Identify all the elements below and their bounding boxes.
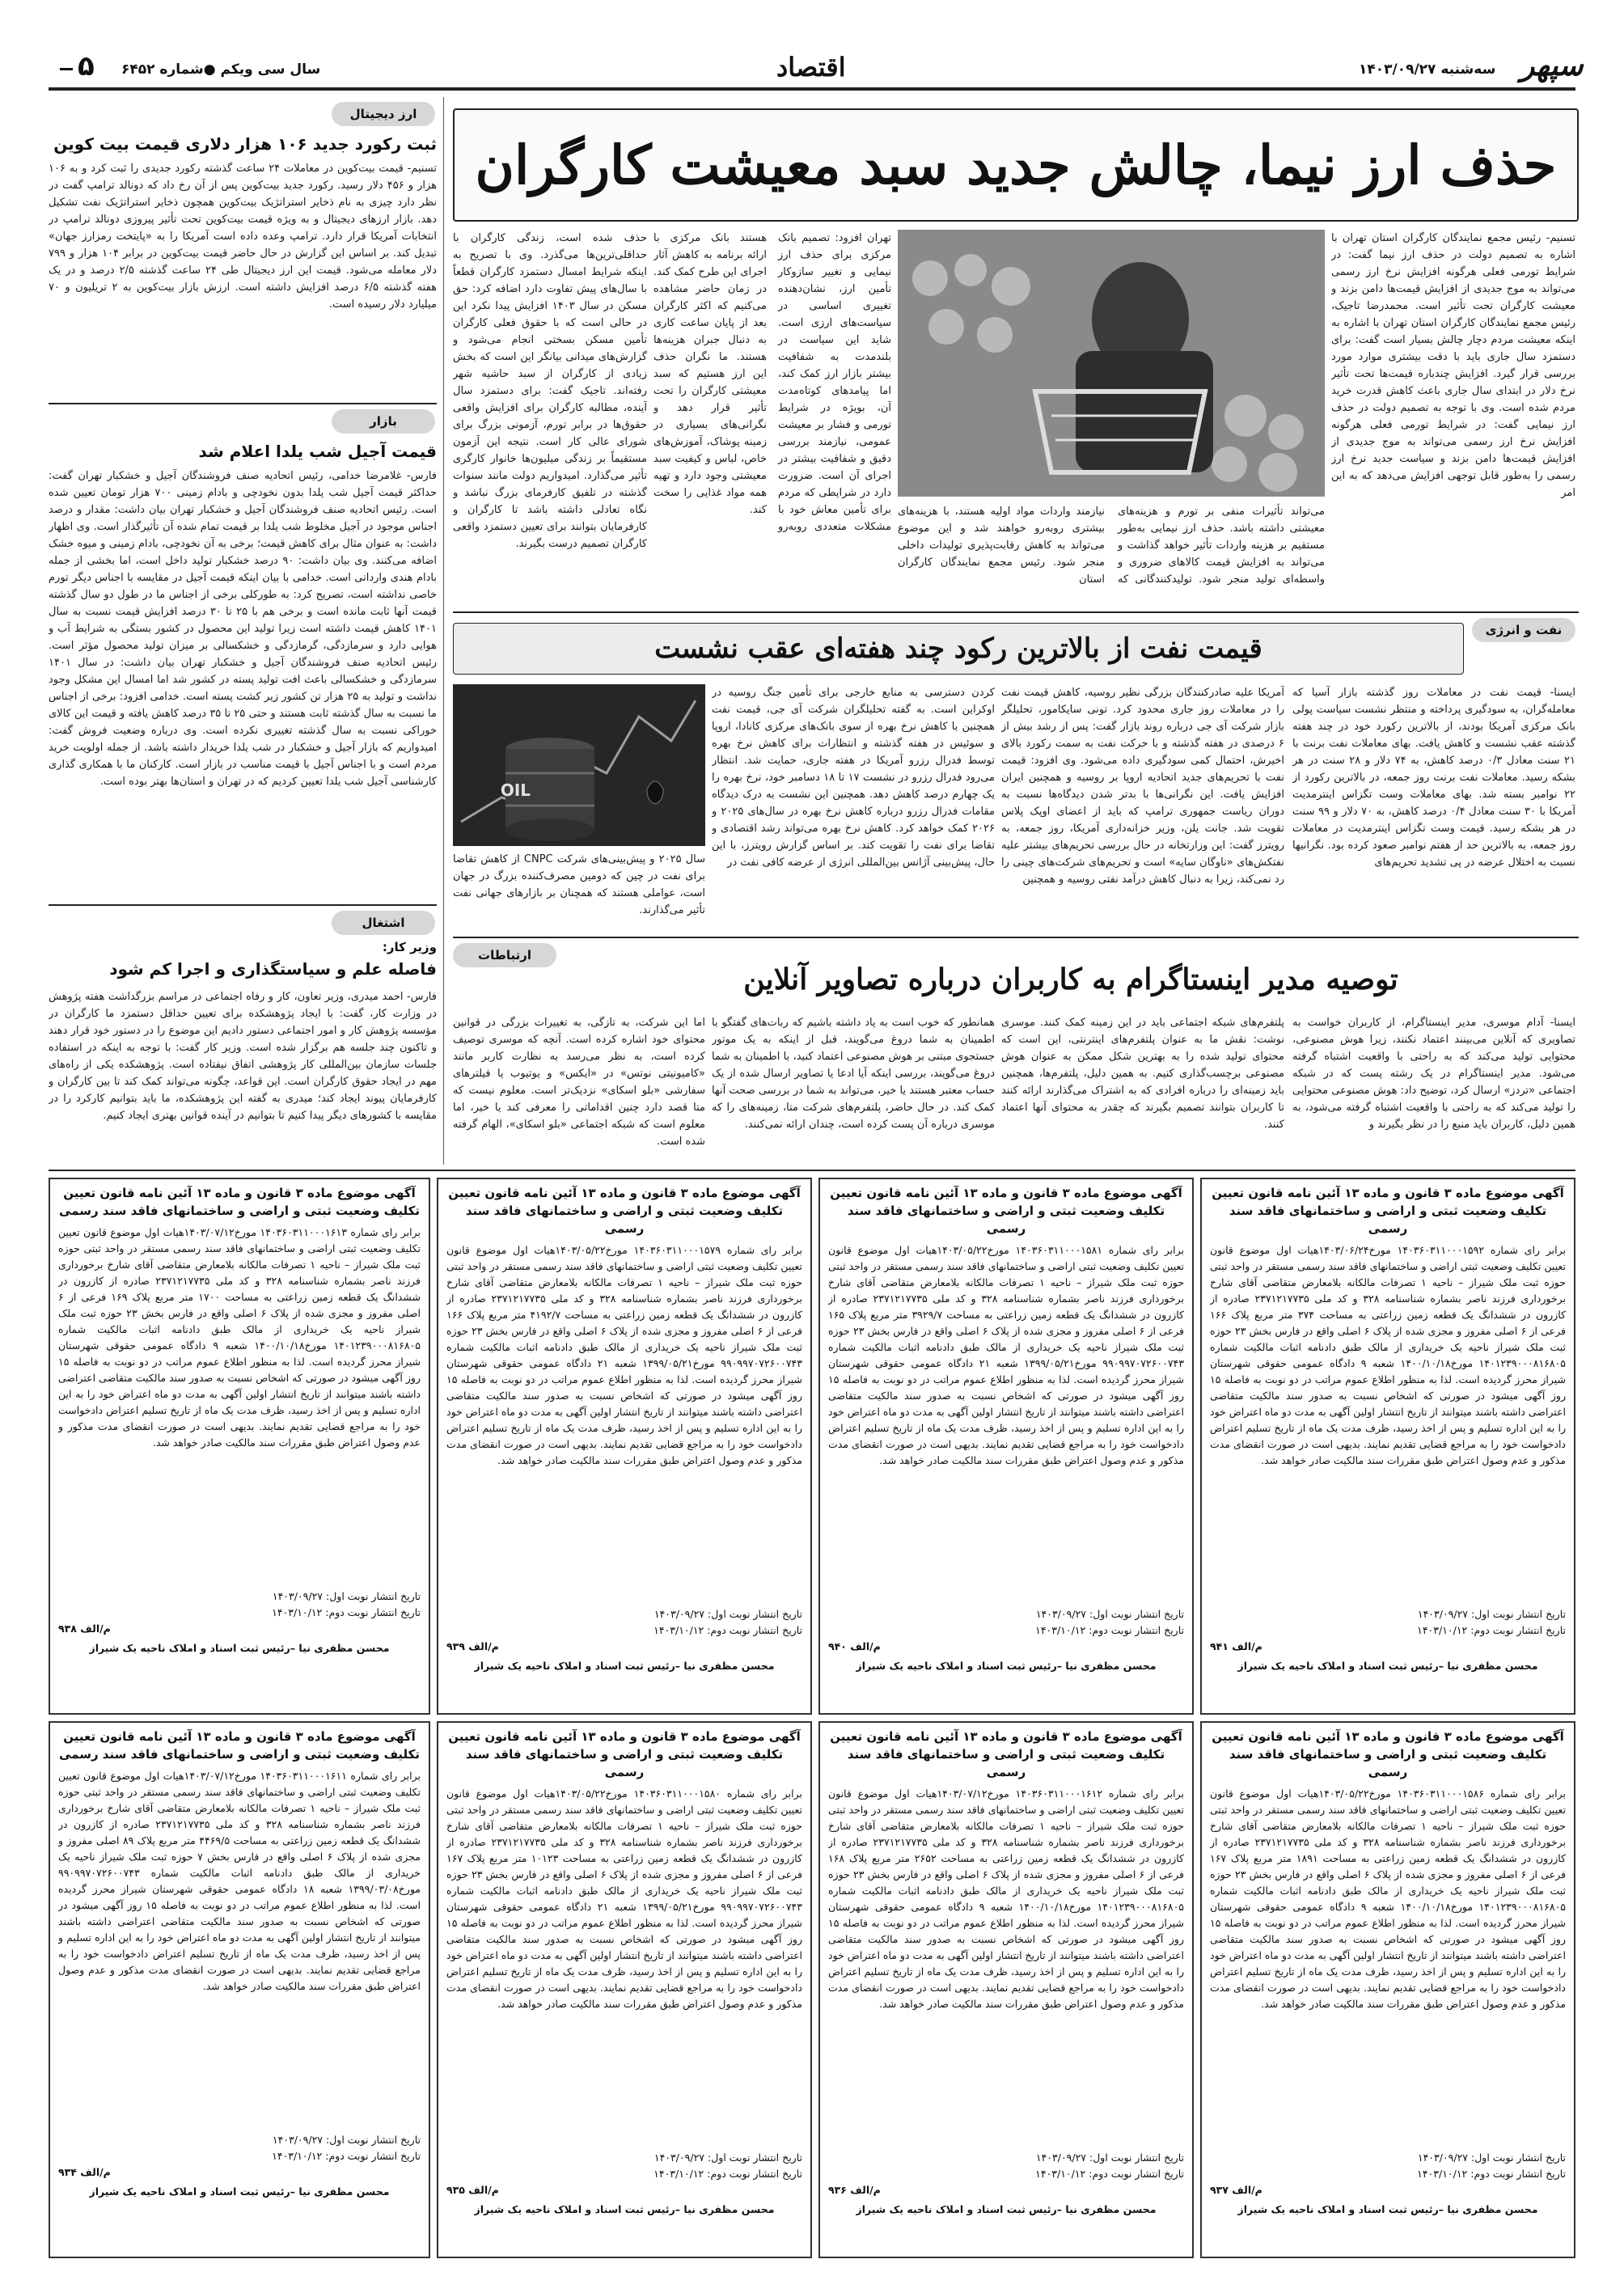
legal-notice-title: آگهی موضوع ماده ۳ قانون و ماده ۱۳ آئین نامه قانون تعیین تکلیف وضعیت ثبتی و اراضی و ساختمانهای فاقد سند رسمی bbox=[58, 1186, 421, 1218]
legal-notice-body: برابر رای شماره ۱۴۰۳۶۰۳۱۱۰۰۰۱۵۸۱ مورخ۱۴۰۳/۰۵/۲۲هیات اول موضوع قانون تعیین تکلیف وضعیت ثبتی اراضی و ساختمانهای فاقد سند رسمی مستقر در واحد ثبتی حوزه ثبت ملک شیراز – ناحیه ۱ تصرفات مالکانه بلامعارض متقاضی آقای شارخ برخورداری فرزند ناصر بشماره شناسنامه ۳۲۸ و کد ملی ۲۳۷۱۲۱۷۷۳۵ صادره از کازرون در ششدانگ یک قطعه زمین زراعتی به مساحت ۳۹۲۹/۷ متر مربع پلاک ۱۶۵ فرعی از ۶ اصلی مفروز و مجزی شده از پلاک ۶ اصلی واقع در فارس بخش ۲۳ حوزه ثبت ملک شیراز ناحیه یک خریداری از مالک طبق دادنامه اثبات مالکیت شماره ۹۹۰۹۹۷۰۷۲۶۰۰۷۴۳ مورخ۱۳۹۹/۰۵/۲۱ شعبه ۲۱ دادگاه عمومی حقوقی شهرستان شیراز محرز گردیده است. لذا به منظور اطلاع عموم مراتب در دو نوبت به فاصله ۱۵ روز آگهی میشود در صورتی که اشخاص نسبت به صدور سند مالکیت متقاضی اعتراضی داشته باشند میتوانند از تاریخ انتشار اولین آگهی به مدت دو ماه اعتراض خود را به این اداره تسلیم و پس از اخذ رسید، ظرف مدت یک ماه از تاریخ تسلیم اعتراض دادخواست خود را به مراجع قضایی تقدیم نمایند. بدیهی است در صورت انقضای مدت مذکور و عدم وصول اعتراض طبق مقررات سند مالکیت صادر خواهد شد. bbox=[828, 1244, 1184, 1466]
legal-notice-title: آگهی موضوع ماده ۳ قانون و ماده ۱۳ آئین نامه قانون تعیین تکلیف وضعیت ثبتی و اراضی و ساختمانهای فاقد سند رسمی bbox=[58, 1729, 421, 1762]
legal-notice-body: برابر رای شماره ۱۴۰۳۶۰۳۱۱۰۰۰۱۶۱۳ مورخ۱۴۰۳/۰۷/۱۲هیات اول موضوع قانون تعیین تکلیف وضعیت ثبتی اراضی و ساختمانهای فاقد سند رسمی مستقر در واحد ثبتی حوزه ثبت ملک شیراز – ناحیه ۱ تصرفات مالکانه بلامعارض متقاضی آقای شارخ برخورداری فرزند ناصر بشماره شناسنامه ۳۲۸ و کد ملی ۲۳۷۱۲۱۷۷۳۵ صادره از کازرون در ششدانگ یک قطعه زمین زراعتی به مساحت ۱۷۰۰ متر مربع پلاک ۱۶۹ فرعی از ۶ اصلی مفروز و مجزی شده از پلاک ۶ اصلی واقع در فارس بخش ۲۳ حوزه ثبت ملک شیراز ناحیه یک خریداری از مالک طبق دادنامه اثبات مالکیت شماره ۱۴۰۱۲۳۹۰۰۰۸۱۶۸۰۵ مورخ۱۴۰۰/۱۰/۱۸ شعبه ۹ دادگاه عمومی حقوقی شهرستان شیراز محرز گردیده است. لذا به منظور اطلاع عموم مراتب در دو نوبت به فاصله ۱۵ روز آگهی میشود در صورتی که اشخاص نسبت به صدور سند مالکیت متقاضی اعتراضی داشته باشند میتوانند از تاریخ انتشار اولین آگهی به مدت دو ماه اعتراض خود را به این اداره تسلیم و پس از اخذ رسید، ظرف مدت یک ماه از تاریخ تسلیم اعتراض دادخواست خود را به مراجع قضایی تقدیم نمایند. بدیهی است در صورت انقضای مدت مذکور و عدم وصول اعتراض طبق مقررات سند مالکیت صادر خواهد شد. bbox=[58, 1226, 421, 1449]
legal-notice bbox=[49, 1178, 430, 1715]
legal-notice bbox=[437, 1178, 812, 1715]
legal-notice-body: برابر رای شماره ۱۴۰۳۶۰۳۱۱۰۰۰۱۶۱۱ مورخ۱۴۰۳/۰۷/۱۲هیات اول موضوع قانون تعیین تکلیف وضعیت ثبتی اراضی و ساختمانهای فاقد سند رسمی مستقر در واحد ثبتی حوزه ثبت ملک شیراز – ناحیه ۱ تصرفات مالکانه بلامعارض متقاضی آقای شارخ برخورداری فرزند ناصر بشماره شناسنامه ۳۲۸ و کد ملی ۲۳۷۱۲۱۷۷۳۵ صادره از کازرون در ششدانگ یک قطعه زمین زراعتی به مساحت ۴۴۶۹/۵ متر مربع پلاک ۸۹ اصلی مفروز و مجزی شده از پلاک ۶ اصلی واقع در فارس بخش ۷ حوزه ثبت ملک شیراز ناحیه یک خریداری از مالک طبق دادنامه اثبات مالکیت شماره ۹۹۰۹۹۷۰۷۲۶۰۰۷۴۳ مورخ۱۳۹۹/۰۳/۰۸ شعبه ۱۸ دادگاه عمومی حقوقی شهرستان شیراز محرز گردیده است. لذا به منظور اطلاع عموم مراتب در دو نوبت به فاصله ۱۵ روز آگهی میشود در صورتی که اشخاص نسبت به صدور سند مالکیت متقاضی اعتراضی داشته باشند میتوانند از تاریخ انتشار اولین آگهی به مدت دو ماه اعتراض خود را به این اداره تسلیم و پس از اخذ رسید، ظرف مدت یک ماه از تاریخ تسلیم اعتراض دادخواست خود را به مراجع قضایی تقدیم نمایند. بدیهی است در صورت انقضای مدت مذکور و عدم وصول اعتراض طبق مقررات سند مالکیت صادر خواهد شد. bbox=[58, 1770, 421, 1992]
legal-notice-body: برابر رای شماره ۱۴۰۳۶۰۳۱۱۰۰۰۱۵۷۹ مورخ۱۴۰۳/۰۵/۲۲هیات اول موضوع قانون تعیین تکلیف وضعیت ثبتی اراضی و ساختمانهای فاقد سند رسمی مستقر در واحد ثبتی حوزه ثبت ملک شیراز – ناحیه ۱ تصرفات مالکانه بلامعارض متقاضی آقای شارخ برخورداری فرزند ناصر بشماره شناسنامه ۳۲۸ و کد ملی ۲۳۷۱۲۱۷۷۳۵ صادره از کازرون در ششدانگ یک قطعه زمین زراعتی به مساحت ۴۱۹۲/۷ متر مربع پلاک ۱۶۶ فرعی از ۶ اصلی مفروز و مجزی شده از پلاک ۶ اصلی واقع در فارس بخش ۲۳ حوزه ثبت ملک شیراز ناحیه یک خریداری از مالک طبق دادنامه اثبات مالکیت شماره ۹۹۰۹۹۷۰۷۲۶۰۰۷۴۳ مورخ۱۳۹۹/۰۵/۲۱ شعبه ۲۱ دادگاه عمومی حقوقی شهرستان شیراز محرز گردیده است. لذا به منظور اطلاع عموم مراتب در دو نوبت به فاصله ۱۵ روز آگهی میشود در صورتی که اشخاص نسبت به صدور سند مالکیت متقاضی اعتراضی داشته باشند میتوانند از تاریخ انتشار اولین آگهی به مدت دو ماه اعتراض خود را به این اداره تسلیم و پس از اخذ رسید، ظرف مدت یک ماه از تاریخ تسلیم اعتراض دادخواست خود را به مراجع قضایی تقدیم نمایند. بدیهی است در صورت انقضای مدت مذکور و عدم وصول اعتراض طبق مقررات سند مالکیت صادر خواهد شد. bbox=[446, 1244, 802, 1466]
legal-notice bbox=[437, 1721, 812, 2258]
legal-notice bbox=[1200, 1178, 1575, 1715]
oil-col-4: سال ۲۰۲۵ و پیش‌بینی‌های شرکت CNPC از کاهش تقاضا برای نفت در چین که دومین مصرف‌کننده بزرگ در جهان است، عواملی هستند که همچنان بر بازارهای جهانی نفت تأثیر می‌گذارند. bbox=[453, 853, 705, 916]
publish-date-second: تاریخ انتشار نوبت دوم: ۱۴۰۳/۱۰/۱۲ bbox=[653, 1624, 802, 1636]
main-headline-box bbox=[453, 108, 1579, 222]
oil-col-1: ایسنا- قیمت نفت در معاملات روز گذشته بازار آسیا که معامله‌گران، به سودگیری پرداخته و منتظر نشست سیاست پولی بانک مرکزی آمریکا بودند، از بالاترین رکورد خود در چند هفته گذشته عقب نشست و کاهش یافت. بهای معاملات نفت برنت با ۲۱ سنت معادل ۰/۳ درصد کاهش، به ۷۴ دلار و ۲۸ سنت در هر بشکه رسید. معاملات نفت برنت روز جمعه، در بالاترین رکورد از ۲۲ نوامبر بسته شد. بهای معاملات وست تگزاس اینترمدیت آمریکا با ۳۰ سنت معادل ۰/۴ درصد کاهش، به ۷۰ دلار و ۹۹ سنت در هر بشکه رسید. قیمت وست تگزاس اینترمدیت در معاملات روز جمعه، به بالاترین حد از هفتم نوامبر صعود کرده بود. نگرانیها نسبت به اختلال عرضه در پی تشدید تحریم‌های bbox=[1292, 687, 1575, 869]
masthead-rule bbox=[49, 87, 1575, 91]
legal-notice-body: برابر رای شماره ۱۴۰۳۶۰۳۱۱۰۰۰۱۵۹۲ مورخ۱۴۰۳/۰۶/۲۴هیات اول موضوع قانون تعیین تکلیف وضعیت ثبتی اراضی و ساختمانهای فاقد سند رسمی مستقر در واحد ثبتی حوزه ثبت ملک شیراز – ناحیه ۱ تصرفات مالکانه بلامعارض متقاضی آقای شارخ برخورداری فرزند ناصر بشماره شناسنامه ۳۲۸ و کد ملی ۲۳۷۱۲۱۷۷۳۵ صادره از کازرون در ششدانگ یک قطعه زمین زراعتی به مساحت ۳۷۴ متر مربع پلاک ۱۶۶ فرعی از ۶ اصلی مفروز و مجزی شده از پلاک ۶ اصلی واقع در فارس بخش ۲۳ حوزه ثبت ملک شیراز ناحیه یک خریداری از مالک طبق دادنامه اثبات مالکیت شماره ۱۴۰۱۲۳۹۰۰۰۸۱۶۸۰۵ مورخ۱۴۰۰/۱۰/۱۸ شعبه ۹ دادگاه عمومی حقوقی شهرستان شیراز محرز گردیده است. لذا به منظور اطلاع عموم مراتب در دو نوبت به فاصله ۱۵ روز آگهی میشود در صورتی که اشخاص نسبت به صدور سند مالکیت متقاضی اعتراضی داشته باشند میتوانند از تاریخ انتشار اولین آگهی به مدت دو ماه اعتراض خود را به این اداره تسلیم و پس از اخذ رسید، ظرف مدت یک ماه از تاریخ تسلیم اعتراض دادخواست خود را به مراجع قضایی تقدیم نمایند. بدیهی است در صورت انقضای مدت مذکور و عدم وصول اعتراض طبق مقررات سند مالکیت صادر خواهد شد. bbox=[1210, 1244, 1566, 1466]
legal-notice-title: آگهی موضوع ماده ۳ قانون و ماده ۱۳ آئین نامه قانون تعیین تکلیف وضعیت ثبتی و اراضی و ساختمانهای فاقد سند رسمی bbox=[1212, 1729, 1564, 1779]
publish-date-second: تاریخ انتشار نوبت دوم: ۱۴۰۳/۱۰/۱۲ bbox=[1035, 1624, 1184, 1636]
publish-date-first: تاریخ انتشار نوبت اول: ۱۴۰۳/۰۹/۲۷ bbox=[1035, 1608, 1184, 1620]
main-story-photo bbox=[898, 230, 1325, 497]
notice-signature: محسن مظفری نیا –رئیس ثبت اسناد و املاک ناحیه یک شیراز bbox=[474, 2203, 775, 2215]
section-title: اقتصاد bbox=[776, 52, 846, 82]
section-label-employment: اشتغال bbox=[332, 911, 435, 935]
legal-notice bbox=[1200, 1721, 1575, 2258]
oil-barrel-illustration bbox=[453, 684, 705, 846]
notice-signature: محسن مظفری نیا –رئیس ثبت اسناد و املاک ناحیه یک شیراز bbox=[1237, 2203, 1538, 2215]
publish-date-first: تاریخ انتشار نوبت اول: ۱۴۰۳/۰۹/۲۷ bbox=[653, 1608, 802, 1620]
legal-notice-body: برابر رای شماره ۱۴۰۳۶۰۳۱۱۰۰۰۱۵۸۰ مورخ۱۴۰۳/۰۵/۲۲هیات اول موضوع قانون تعیین تکلیف وضعیت ثبتی اراضی و ساختمانهای فاقد سند رسمی مستقر در واحد ثبتی حوزه ثبت ملک شیراز – ناحیه ۱ تصرفات مالکانه بلامعارض متقاضی آقای شارخ برخورداری فرزند ناصر بشماره شناسنامه ۳۲۸ و کد ملی ۲۳۷۱۲۱۷۷۳۵ صادره از کازرون در ششدانگ یک قطعه زمین زراعتی به مساحت ۱۰۱۲۳ متر مربع پلاک ۱۶۷ فرعی از ۶ اصلی مفروز و مجزی شده از پلاک ۶ اصلی واقع در فارس بخش ۲۳ حوزه ثبت ملک شیراز ناحیه یک خریداری از مالک طبق دادنامه اثبات مالکیت شماره ۹۹۰۹۹۷۰۷۲۶۰۰۷۴۳ مورخ۱۳۹۹/۰۵/۲۱ شعبه ۲۱ دادگاه عمومی حقوقی شهرستان شیراز محرز گردیده است. لذا به منظور اطلاع عموم مراتب در دو نوبت به فاصله ۱۵ روز آگهی میشود در صورتی که اشخاص نسبت به صدور سند مالکیت متقاضی اعتراضی داشته باشند میتوانند از تاریخ انتشار اولین آگهی به مدت دو ماه اعتراض خود را به این اداره تسلیم و پس از اخذ رسید، ظرف مدت یک ماه از تاریخ تسلیم اعتراض دادخواست خود را به مراجع قضایی تقدیم نمایند. بدیهی است در صورت انقضای مدت مذکور و عدم وصول اعتراض طبق مقررات سند مالکیت صادر خواهد شد. bbox=[446, 1787, 802, 2010]
instagram-headline: توصیه مدیر اینستاگرام به کاربران درباره تصاویر آنلاین bbox=[743, 962, 1398, 996]
instagram-top-rule bbox=[453, 937, 1579, 938]
notice-code: م/الف ۹۴۰ bbox=[828, 1640, 881, 1652]
oil-top-rule bbox=[453, 611, 1579, 613]
crypto-body: تسنیم- قیمت بیت‌کوین در معاملات ۲۴ ساعت گذشته رکورد جدیدی را ثبت کرد و به ۱۰۶ هزار و ۴۵۶ دلار رسید. رکورد جدید بیت‌کوین پس از آن رخ داد که دونالد ترامپ گفت در نظر دارد چیزی به نام ذخایر استراتژیک بیت‌کوین همچون ذخایر استراتژیک نفت تشکیل دهد. بازار ارزهای دیجیتال و به ویژه قیمت بیت‌کوین تحت تأثیر پیروزی دونالد ترامپ در انتخابات آمریکا قرار دارد. ترامپ وعده داده است آمریکا را به «پایتخت رمزارز جهان» تبدیل کند. بر اساس این گزارش در حال حاضر قیمت بیت‌کوین در برابر ۱۰۴ هزار و ۷۹۹ دلار معامله می‌شود. قیمت این ارز دیجیتال طی ۲۴ ساعت گذشته ۲/۵ درصد و در یک هفته گذشته ۶/۵ درصد افزایش داشته است. ارزش بازار بیت‌کوین به ۲ تریلیون و ۷۰ میلیارد دلار رسیده است. bbox=[49, 163, 437, 311]
notice-code: م/الف ۹۳۸ bbox=[58, 1622, 111, 1635]
employment-body: فارس- احمد میدری، وزیر تعاون، کار و رفاه اجتماعی در مراسم بزرگداشت هفته پژوهش در وزارت کار، گفت: با ایجاد پژوهشکده برای تعیین حداقل دستمزد ما کارگران در مؤسسه پژوهش کار و امور اجتماعی دستور دادیم این موضوع را در دستور خود قرار دهند و تاکنون چند جلسه هم برگزار شده است. وزیر کار گفت: با توجه به اینکه در استفاده جلسات سازمان بین‌المللی کار پژوهشی اتفاق نیفتاده است. پژوهشکده یکی از راه‌های مهم در ایجاد حقوق کارگران است. این قواعد، چگونه می‌تواند کمک کند تا بین کارگران و کارفرمایان پیوند ایجاد کند؛ میدری به گفته این پژوهشکده، ما باید بتوانیم کارکرد را در مقایسه با کشورهای دیگر پیدا کنیم تا بتوانیم در آینده قوانین بهتری ایجاد کنیم. bbox=[49, 991, 437, 1122]
publish-date-first: تاریخ انتشار نوبت اول: ۱۴۰۳/۰۹/۲۷ bbox=[653, 2151, 802, 2164]
market-body: فارس- غلامرضا خدامی، رئیس اتحادیه صنف فروشندگان آجیل و خشکبار تهران گفت: حداکثر قیمت آجیل شب یلدا بدون نخودچی و بادام زمینی ۷۰۰ هزار تومان تعیین شده است. رئیس اتحادیه صنف فروشندگان آجیل و خشکبار تهران بیان داشت: مقدار و درصد اجناس موجود در آجیل مخلوط شب یلدا بر قیمت تمام شده آن تأثیرگذار است. وی اظهار داشت: به عنوان مثال برای کاهش قیمت؛ برخی به آن نخودچی، بادام زمینی و میوه خشک اضافه می‌کنند. وی بیان داشت: ۹۰ درصد خشکبار تولید داخل است، اما بخشی از جمله بادام هندی وارداتی است. خدامی با بیان اینکه قیمت آجیل در مقایسه با اجناس دیگر تورم خاصی نداشته است، تصریح کرد: به طورکلی برخی از اجناس ما در طول دو سال گذشته قیمت آنها ثابت مانده است و برخی هم با ۲۵ تا ۳۰ درصد افزایش قیمت نسبت به سال ۱۴۰۱ کاهش قیمت داشته است زیرا تولید این محصول در کشور بستگی به شرایط آب و هوایی دارد و سرمازدگی، گرمازدگی و خشکسالی بر میزان تولید محصول مؤثر است. رئیس اتحادیه صنف فروشندگان آجیل و خشکبار تهران بیان داشت: در سال ۱۴۰۱ سرمازدگی و خشکسالی باعث افت تولید پسته در کشور شد اما امسال این مشکل وجود نداشت و تولید به ۲۵ هزار تن کشور زیر کشت پسته است. خدامی افزود: برخی از اجناس ما نسبت به سال گذشته ثابت هستند و حتی ۲۵ تا ۳۵ درصد کاهش یافته و قیمت این کالای خوراکی نسبت به سال گذشته تغییری نکرده است. وی درباره وضعیت فروش گفت: امیدواریم که بازار آجیل و خشکبار در شب یلدا خریدار داشته باشد. از جمله اولویت خرید مردم است و با اجناس آجیل با قیمت مناسب در بازار است. کارکنان ما با همکاری گذاری کارشناسی آجیل شب یلدا تعیین کردیم که در تهران و استان‌ها بهتر بوده است. bbox=[49, 470, 437, 788]
publish-date-first: تاریخ انتشار نوبت اول: ۱۴۰۳/۰۹/۲۷ bbox=[1417, 2151, 1566, 2164]
legal-notice-title: آگهی موضوع ماده ۳ قانون و ماده ۱۳ آئین نامه قانون تعیین تکلیف وضعیت ثبتی و اراضی و ساختمانهای فاقد سند رسمی bbox=[830, 1186, 1182, 1236]
notice-code: م/الف ۹۳۴ bbox=[58, 2166, 111, 2178]
sidebar-separator-1 bbox=[49, 403, 437, 404]
legal-notice-title: آگهی موضوع ماده ۳ قانون و ماده ۱۳ آئین نامه قانون تعیین تکلیف وضعیت ثبتی و اراضی و ساختمانهای فاقد سند رسمی bbox=[1212, 1186, 1564, 1236]
issue-info: سال سی ویکم ●شماره ۶۴۵۲ bbox=[121, 61, 321, 78]
publish-date-first: تاریخ انتشار نوبت اول: ۱۴۰۳/۰۹/۲۷ bbox=[272, 1590, 421, 1602]
legal-notice-title: آگهی موضوع ماده ۳ قانون و ماده ۱۳ آئین نامه قانون تعیین تکلیف وضعیت ثبتی و اراضی و ساختمانهای فاقد سند رسمی bbox=[448, 1186, 801, 1236]
sidebar-separator-2 bbox=[49, 904, 437, 906]
legal-notice-title: آگهی موضوع ماده ۳ قانون و ماده ۱۳ آئین نامه قانون تعیین تکلیف وضعیت ثبتی و اراضی و ساختمانهای فاقد سند رسمی bbox=[448, 1729, 801, 1779]
legal-notice-title: آگهی موضوع ماده ۳ قانون و ماده ۱۳ آئین نامه قانون تعیین تکلیف وضعیت ثبتی و اراضی و ساختمانهای فاقد سند رسمی bbox=[830, 1729, 1182, 1779]
worker-cart-illustration bbox=[898, 230, 1325, 497]
publish-date-first: تاریخ انتشار نوبت اول: ۱۴۰۳/۰۹/۲۷ bbox=[1035, 2151, 1184, 2164]
market-headline: قیمت آجیل شب یلدا اعلام شد bbox=[198, 442, 437, 461]
instagram-col-2: پلتفرم‌های شبکه اجتماعی باید در این زمینه کمک کنند. موسری نوشت: نقش ما به عنوان پلتفرم‌های اینترنتی، این است که محتوای تولید شده را به بهترین شکل ممکن به عنوان هوش مصنوعی برچسب‌گذاری کنیم. به همین دلیل، پلتفرم‌ها، همچنین باید زمینه‌ای را درباره افرادی که به اشتراک می‌گذارند ارائه کنند تا کاربران بتوانند تصمیم بگیرند که چقدر به محتوای آنها اعتماد کنند. bbox=[1001, 1017, 1284, 1131]
main-story-col-2: می‌تواند تأثیرات منفی بر تورم و هزینه‌های معیشتی داشته باشد. حذف ارز نیمایی به‌طور مستقیم بر هزینه واردات تأثیر خواهد گذاشت و می‌تواند به افزایش قیمت کالاهای ضروری و واسطه‌ای تولید منجر شود. تولیدکنندگانی که نیازمند واردات مواد اولیه هستند، با هزینه‌های بیشتری روبه‌رو خواهند شد و این موضوع می‌تواند به کاهش رقابت‌پذیری تولیدات داخلی منجر شود. رئیس مجمع نمایندگان کارگران استان bbox=[898, 506, 1325, 586]
notice-code: م/الف ۹۴۱ bbox=[1210, 1640, 1262, 1652]
notice-code: م/الف ۹۳۹ bbox=[446, 1640, 499, 1652]
page-number-dash bbox=[60, 68, 73, 70]
main-story-col-1: تسنیم- رئیس مجمع نمایندگان کارگران استان تهران با اشاره به تصمیم دولت در حذف ارز نیما گفت: در شرایط تورمی فعلی هرگونه افزایش نرخ ارز رسمی می‌تواند به موج جدیدی از افزایش قیمت‌ها دامن بزند و معیشت کارگران تحت تأثیر است. محمدرضا تاجیک، رئیس مجمع نمایندگان کارگران استان تهران با اشاره به اینکه معیشت مردم دچار چالش بسیار است گفت: برای دستمزد سال جاری باید با دقت بیشتری موارد مورد بررسی قرار گیرد. افزایش چندباره قیمت‌ها تحت تأثیر نرخ دلار در ابتدای سال جاری باعث کاهش قدرت خرید مردم شده است. وی با توجه به تصمیم دولت در حذف ارز نیمایی گفت: در شرایط تورمی فعلی هرگونه افزایش نرخ ارز رسمی می‌تواند به موج جدیدی از افزایش قیمت‌ها دامن بزند و سیاست جدید نرخ ارز رسمی را به‌طور قابل توجهی افزایش می‌دهد که به این امر bbox=[1331, 232, 1575, 499]
brand-logo: سپهر bbox=[1520, 49, 1584, 82]
legal-notice bbox=[49, 1721, 430, 2258]
ads-top-rule bbox=[49, 1170, 1575, 1171]
oil-headline: قیمت نفت از بالاترین رکود چند هفته‌ای عقب نشست bbox=[654, 632, 1262, 665]
section-label-crypto: ارز دیجیتال bbox=[332, 102, 435, 126]
notice-code: م/الف ۹۳۶ bbox=[828, 2184, 881, 2196]
page-number: ۵ bbox=[78, 50, 95, 82]
publish-date-second: تاریخ انتشار نوبت دوم: ۱۴۰۳/۱۰/۱۲ bbox=[1417, 1624, 1566, 1636]
legal-notice-body: برابر رای شماره ۱۴۰۳۶۰۳۱۱۰۰۰۱۶۱۲ مورخ۱۴۰۳/۰۷/۱۲هیات اول موضوع قانون تعیین تکلیف وضعیت ثبتی اراضی و ساختمانهای فاقد سند رسمی مستقر در واحد ثبتی حوزه ثبت ملک شیراز – ناحیه ۱ تصرفات مالکانه بلامعارض متقاضی آقای شارخ برخورداری فرزند ناصر بشماره شناسنامه ۳۲۸ و کد ملی ۲۳۷۱۲۱۷۷۳۵ صادره از کازرون در ششدانگ یک قطعه زمین زراعتی به مساحت ۲۶۵۲ متر مربع پلاک ۱۶۸ فرعی از ۶ اصلی مفروز و مجزی شده از پلاک ۶ اصلی واقع در فارس بخش ۲۳ حوزه ثبت ملک شیراز ناحیه یک خریداری از مالک طبق دادنامه اثبات مالکیت شماره ۱۴۰۱۲۳۹۰۰۰۸۱۶۸۰۵ مورخ۱۴۰۰/۱۰/۱۸ شعبه ۹ دادگاه عمومی حقوقی شهرستان شیراز محرز گردیده است. لذا به منظور اطلاع عموم مراتب در دو نوبت به فاصله ۱۵ روز آگهی میشود در صورتی که اشخاص نسبت به صدور سند مالکیت متقاضی اعتراضی داشته باشند میتوانند از تاریخ انتشار اولین آگهی به مدت دو ماه اعتراض خود را به این اداره تسلیم و پس از اخذ رسید، ظرف مدت یک ماه از تاریخ تسلیم اعتراض دادخواست خود را به مراجع قضایی تقدیم نمایند. بدیهی است در صورت انقضای مدت مذکور و عدم وصول اعتراض طبق مقررات سند مالکیت صادر خواهد شد. bbox=[828, 1787, 1184, 2010]
crypto-headline: ثبت رکورد جدید ۱۰۶ هزار دلاری قیمت بیت کوین bbox=[53, 134, 437, 154]
notice-signature: محسن مظفری نیا –رئیس ثبت اسناد و املاک ناحیه یک شیراز bbox=[1237, 1660, 1538, 1672]
main-headline: حذف ارز نیما، چالش جدید سبد معیشت کارگران bbox=[475, 133, 1557, 197]
employment-headline: فاصله علم و سیاستگذاری و اجرا کم شود bbox=[109, 959, 437, 979]
main-story-col-3: تهران افزود: تصمیم بانک مرکزی برای حذف ارز نیمایی و تغییر سازوکار تأمین ارز، نشان‌دهنده تغییری اساسی در سیاست‌های ارزی است. شاید این سیاست در بلندمدت به شفافیت بیشتر بازار ارز کمک کند، اما پیامدهای کوتاه‌مدت آن، بویژه در شرایط تورمی و فشار بر معیشت عمومی، نیازمند بررسی دقیق و شفافیت بیشتر در اجرای آن است. ضرورت دارد در شرایطی که مردم برای تأمین معاش خود با مشکلات متعددی روبه‌رو هستند بانک مرکزی با ارائه برنامه به کاهش آثار اجرای این طرح کمک کند. در زمان حاضر مشاهده می‌کنیم که اکثر کارگران بعد از پایان ساعت کاری به دنبال جبران هزینه‌ها هستند. ما نگران حذف این ارز هستیم که سبد معیشتی کارگران را تحت تأثیر قرار دهد و نگرانی‌های بسیاری در زمینه پوشاک، آموزش‌های خاص، لباس و کیفیت سبد معیشتی وجود دارد و تهیه همه مواد غذایی را سخت کند. bbox=[653, 232, 891, 533]
instagram-col-4: اما این شرکت، به تازگی، به تغییرات بزرگی در قوانین محتوای خود اشاره کرده است. آنچه که موسری توصیف کرده است، به نظر می‌رسد به نظارت کاربر مانند «کامیونیتی نوتس» در «ایکس» و یوتیوب یا فیلترهای سفارشی «بلو اسکای» نزدیک‌تر است. معلوم نیست که متا قصد دارد چنین اقداماتی را معرفی کند یا خیر، اما معلوم است که شبکه اجتماعی «بلو اسکای»، الهام گرفته شده است. bbox=[453, 1017, 705, 1148]
notice-signature: محسن مظفری نیا –رئیس ثبت اسناد و املاک ناحیه یک شیراز bbox=[856, 1660, 1157, 1672]
masthead bbox=[0, 0, 1624, 91]
notice-signature: محسن مظفری نیا –رئیس ثبت اسناد و املاک ناحیه یک شیراز bbox=[856, 2203, 1157, 2215]
notice-signature: محسن مظفری نیا –رئیس ثبت اسناد و املاک ناحیه یک شیراز bbox=[89, 2185, 390, 2198]
section-label-oil: نفت و انرژی bbox=[1472, 618, 1575, 642]
main-story-col-4: حذف شده است، زندگی کارگران با حداقلی‌ترین‌ها می‌گذرد. وی با تصریح به اینکه شرایط امسال دستمزد کارگران قطعاً با سال‌های پیش تفاوت دارد اضافه کرد: حق مسکن در سال ۱۴۰۳ افزایش پیدا نکرد این در حالی است که با حقوق فعلی کارگران تأمین مسکن بسختی انجام می‌شود و گزارش‌های میدانی بیانگر این است که بخش زیادی از کارگران از سبد حاشیه شهر رفته‌اند. تاجیک گفت: برای دستمزد سال آینده، مطالبه کارگران برای افزایش واقعی حقوق‌ها در برابر تورم، آزمونی بزرگ برای شورای عالی کار است. نتیجه این آزمون مستقیماً بر زندگی میلیون‌ها خانوار کارگری تأثیر می‌گذارد. امیدواریم دولت مانند سنوات گذشته در تلفیق کارفرمای بزرگ نباشد و نگاه تعادلی داشته باشد تا کارگران و کارفرمایان بتوانند برای تعیین دستمزد واقعی کارگران تصمیم درست بگیرند. bbox=[453, 232, 647, 550]
oil-headline-box bbox=[453, 623, 1464, 675]
instagram-col-3: همانطور که خوب است به یاد داشته باشیم که ربات‌های گفتگو با اطمینان به شما دروغ می‌گویند، قبل از اینکه به یک موتور جستجوی مبتنی بر هوش مصنوعی اعتماد کنید، با اطمینان به شما دروغ می‌گویند، بررسی اینکه آیا ادعا یا تصاویر ارسال شده از یک حساب معتبر هستند یا خیر، می‌تواند به شما در بررسی صحت آنها کمک کند. در حال حاضر، پلتفرم‌های شرکت متا، زمینه‌های را که موسری درباره آن پست کرده است، چندان ارائه نمی‌کنند. bbox=[712, 1017, 995, 1131]
oil-photo bbox=[453, 684, 705, 846]
publish-date-second: تاریخ انتشار نوبت دوم: ۱۴۰۳/۱۰/۱۲ bbox=[272, 2150, 421, 2162]
publish-date-first: تاریخ انتشار نوبت اول: ۱۴۰۳/۰۹/۲۷ bbox=[272, 2134, 421, 2146]
legal-notice-body: برابر رای شماره ۱۴۰۳۶۰۳۱۱۰۰۰۱۵۸۶ مورخ۱۴۰۳/۰۵/۲۲هیات اول موضوع قانون تعیین تکلیف وضعیت ثبتی اراضی و ساختمانهای فاقد سند رسمی مستقر در واحد ثبتی حوزه ثبت ملک شیراز – ناحیه ۱ تصرفات مالکانه بلامعارض متقاضی آقای شارخ برخورداری فرزند ناصر بشماره شناسنامه ۳۲۸ و کد ملی ۲۳۷۱۲۱۷۷۳۵ صادره از کازرون در ششدانگ یک قطعه زمین زراعتی به مساحت ۱۸۹۱ متر مربع پلاک ۱۶۷ فرعی از ۶ اصلی مفروز و مجزی شده از پلاک ۶ اصلی واقع در فارس بخش ۲۳ حوزه ثبت ملک شیراز ناحیه یک خریداری از مالک طبق دادنامه اثبات مالکیت شماره ۱۴۰۱۲۳۹۰۰۰۸۱۶۸۰۵ مورخ۱۴۰۰/۱۰/۱۸ شعبه ۹ دادگاه عمومی حقوقی شهرستان شیراز محرز گردیده است. لذا به منظور اطلاع عموم مراتب در دو نوبت به فاصله ۱۵ روز آگهی میشود در صورتی که اشخاص نسبت به صدور سند مالکیت متقاضی اعتراضی داشته باشند میتوانند از تاریخ انتشار اولین آگهی به مدت دو ماه اعتراض خود را به این اداره تسلیم و پس از اخذ رسید، ظرف مدت یک ماه از تاریخ تسلیم اعتراض دادخواست خود را به مراجع قضایی تقدیم نمایند. بدیهی است در صورت انقضای مدت مذکور و عدم وصول اعتراض طبق مقررات سند مالکیت صادر خواهد شد. bbox=[1210, 1787, 1566, 2010]
notice-code: م/الف ۹۳۵ bbox=[446, 2184, 499, 2196]
issue-date: سه‌شنبه ۱۴۰۳/۰۹/۲۷ bbox=[1359, 61, 1496, 78]
notice-code: م/الف ۹۳۷ bbox=[1210, 2184, 1262, 2196]
employment-subkicker: وزیر کار: bbox=[382, 940, 437, 954]
section-label-communications: ارتباطات bbox=[453, 943, 556, 967]
publish-date-second: تاریخ انتشار نوبت دوم: ۱۴۰۳/۱۰/۱۲ bbox=[1035, 2168, 1184, 2180]
sidebar-divider bbox=[443, 97, 444, 1165]
publish-date-second: تاریخ انتشار نوبت دوم: ۱۴۰۳/۱۰/۱۲ bbox=[653, 2168, 802, 2180]
publish-date-second: تاریخ انتشار نوبت دوم: ۱۴۰۳/۱۰/۱۲ bbox=[272, 1606, 421, 1618]
legal-notice bbox=[818, 1721, 1194, 2258]
oil-col-2: آمریکا علیه صادرکنندگان بزرگی نظیر روسیه، کاهش قیمت نفت را در معاملات روز جاری محدود کرد. تونی سایکامور، تحلیلگر بازار شرکت آی جی درباره روند بازار گفت: پس از رشد بیش از ۶ درصدی در هفته گذشته و با حرکت نفت به سمت رکورد بالای اخیرش، احتمال کمی سودگیری داده می‌شود. وی افزود: قیمت نفت با تحریم‌های جدید اتحادیه اروپا بر روسیه و همچنین ایران افزایش یافت. این نگرانی‌ها با بدتر شدن دیدگاه‌ها نسبت به دوران ریاست جمهوری ترامپ که باید از اعضای اوپک پلاس تقویت شد. جانت یلن، وزیر خزانه‌داری آمریکا، روز جمعه، به رویترز گفت: این وزارتخانه در حال بررسی تحریم‌های بیشتر علیه نفتکش‌های «ناوگان سایه» است و تحریم‌های شرکت‌های چینی را رد نمی‌کند، زیرا به دنبال کاهش درآمد نفتی روسیه و همچنین bbox=[1001, 687, 1284, 886]
oil-barrel-label: OIL bbox=[500, 781, 531, 800]
legal-notice bbox=[818, 1178, 1194, 1715]
publish-date-second: تاریخ انتشار نوبت دوم: ۱۴۰۳/۱۰/۱۲ bbox=[1417, 2168, 1566, 2180]
oil-col-3: کردن دسترسی به منابع خارجی برای تأمین جنگ روسیه در اوکراین است. به گفته تحلیلگران شرکت آی جی، قیمت نفت همچنین با کاهش نرخ بهره از سوی بانک‌های مرکزی کانادا، اروپا و سوئیس در هفته گذشته و انتظارات برای کاهش نرخ بهره توسط فدرال رزرو آمریکا در هفته جاری، حمایت شد. انتظار می‌رود فدرال رزرو در نشست ۱۷ تا ۱۸ دسامبر خود، نرخ بهره را یک چهارم درصد کاهش دهد. همچنین این نشست به درک دیدگاه مقامات فدرال رزرو درباره کاهش نرخ بهره در سال‌های ۲۰۲۵ و ۲۰۲۶ کمک خواهد کرد. کاهش نرخ بهره می‌تواند رشد اقتصادی و تقاضا برای نفت را تقویت کند. بر اساس گزارش رویترز، با این حال، پیش‌بینی آژانس بین‌المللی انرژی از عرضه کافی نفت در bbox=[712, 687, 995, 869]
notice-signature: محسن مظفری نیا –رئیس ثبت اسناد و املاک ناحیه یک شیراز bbox=[89, 1642, 390, 1654]
section-label-market: بازار bbox=[332, 409, 435, 434]
instagram-col-1: ایسنا- آدام موسری، مدیر اینستاگرام، از کاربران خواست به تصاویری که آنلاین می‌بینند اعتماد نکنند، زیرا هوش مصنوعی، محتوایی تولید می‌کند که به راحتی با واقعیت اشتباه گرفته می‌شود. مدیر اینستاگرام در یک رشته پست که در شبکه اجتماعی «تردز» ارسال کرد، توضیح داد: هوش مصنوعی محتوایی را تولید می‌کند که به راحتی با واقعیت اشتباه گرفته می‌شود، به همین دلیل، کاربران باید منبع را در نظر بگیرند و bbox=[1292, 1017, 1575, 1131]
publish-date-first: تاریخ انتشار نوبت اول: ۱۴۰۳/۰۹/۲۷ bbox=[1417, 1608, 1566, 1620]
notice-signature: محسن مظفری نیا –رئیس ثبت اسناد و املاک ناحیه یک شیراز bbox=[474, 1660, 775, 1672]
